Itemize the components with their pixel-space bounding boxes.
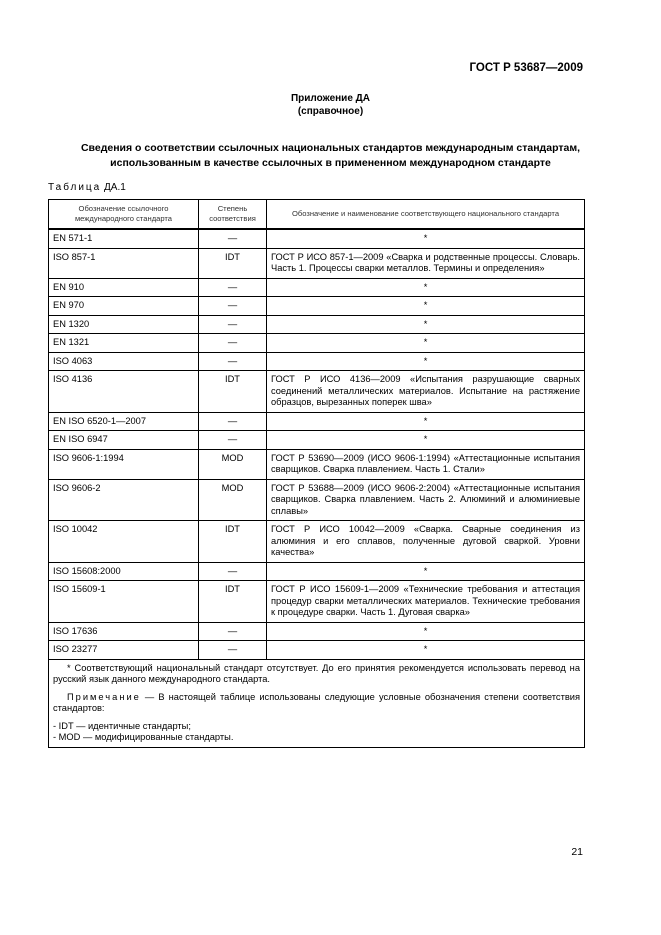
degree-cell: IDT xyxy=(199,371,267,413)
column-header-degree: Степень соответствия xyxy=(199,200,267,230)
table-row xyxy=(49,371,585,413)
degree-cell: IDT xyxy=(199,248,267,278)
table-row xyxy=(49,412,585,431)
reference-cell: ISO 9606-1:1994 xyxy=(49,449,199,479)
table-body xyxy=(49,229,585,659)
national-standard-cell: ГОСТ Р ИСО 857-1—2009 «Сварка и родственные процессы. Словарь. Часть 1. Процессы сварки металлов. Термины и определения» xyxy=(267,248,585,278)
degree-cell: — xyxy=(199,431,267,450)
degree-cell: IDT xyxy=(199,581,267,623)
national-standard-cell: ГОСТ Р ИСО 4136—2009 «Испытания разрушающие сварных соединений металлических материалов. Испытание на растяжение образцов, вырезанных поперек шва» xyxy=(267,371,585,413)
national-standard-cell: * xyxy=(267,352,585,371)
national-standard-cell: * xyxy=(267,622,585,641)
footnote: * Соответствующий национальный стандарт отсутствует. До его принятия рекомендуется использовать перевод на русский язык данного международного стандарта. xyxy=(53,662,580,684)
national-standard-cell: * xyxy=(267,278,585,297)
column-header-national: Обозначение и наименование соответствующего национального стандарта xyxy=(267,200,585,230)
degree-cell: — xyxy=(199,229,267,248)
table-caption-word: Таблица xyxy=(48,182,102,193)
annex-name: Приложение ДА xyxy=(290,93,371,104)
national-standard-cell: ГОСТ Р ИСО 15609-1—2009 «Технические требования и аттестация процедур сварки металлических материалов. Технические требования к процедуре сварки. Часть 1. Дуговая сварка» xyxy=(267,581,585,623)
reference-cell: EN 571-1 xyxy=(49,229,199,248)
page-number: 21 xyxy=(571,846,583,858)
note-text: — В настоящей таблице использованы следующие условные обозначения степени соответствия стандартов: xyxy=(53,691,580,713)
table-row xyxy=(49,315,585,334)
table-row xyxy=(49,248,585,278)
national-standard-cell: * xyxy=(267,229,585,248)
table-caption xyxy=(48,182,126,193)
reference-cell: ISO 23277 xyxy=(49,641,199,660)
national-standard-cell: * xyxy=(267,562,585,581)
table-row xyxy=(49,479,585,521)
annex-title xyxy=(0,92,661,118)
heading-line-2: использованным в качестве ссылочных в примененном международном стандарте xyxy=(110,157,551,169)
annex-type: (справочное) xyxy=(297,106,364,117)
note xyxy=(53,692,580,715)
table-header-row xyxy=(49,200,585,230)
degree-cell: — xyxy=(199,622,267,641)
table-row xyxy=(49,334,585,353)
table-row xyxy=(49,352,585,371)
degree-cell: — xyxy=(199,315,267,334)
degree-cell: MOD xyxy=(199,479,267,521)
table-row xyxy=(49,431,585,450)
national-standard-cell: * xyxy=(267,641,585,660)
note-label: Примечание xyxy=(67,691,141,702)
reference-cell: ISO 9606-2 xyxy=(49,479,199,521)
national-standard-cell: * xyxy=(267,412,585,431)
degree-cell: — xyxy=(199,352,267,371)
heading-line-1: Сведения о соответствии ссылочных национальных стандартов международным стандартам, xyxy=(80,142,581,154)
table-caption-number: ДА.1 xyxy=(104,182,126,193)
degree-cell: — xyxy=(199,334,267,353)
note-item-idt: - IDT — идентичные стандарты; xyxy=(53,720,191,731)
document-code: ГОСТ Р 53687—2009 xyxy=(469,62,583,74)
reference-cell: ISO 15608:2000 xyxy=(49,562,199,581)
degree-cell: — xyxy=(199,278,267,297)
degree-cell: — xyxy=(199,297,267,316)
section-heading xyxy=(48,141,613,171)
degree-cell: — xyxy=(199,641,267,660)
reference-cell: EN ISO 6947 xyxy=(49,431,199,450)
table-row xyxy=(49,229,585,248)
reference-cell: ISO 4063 xyxy=(49,352,199,371)
degree-cell: — xyxy=(199,412,267,431)
national-standard-cell: ГОСТ Р 53690—2009 (ИСО 9606-1:1994) «Аттестационные испытания сварщиков. Сварка плавлением. Часть 1. Стали» xyxy=(267,449,585,479)
reference-cell: ISO 17636 xyxy=(49,622,199,641)
national-standard-cell: * xyxy=(267,315,585,334)
note-item-mod: - MOD — модифицированные стандарты. xyxy=(53,732,234,742)
correspondence-table xyxy=(48,199,585,748)
national-standard-cell: ГОСТ Р ИСО 10042—2009 «Сварка. Сварные соединения из алюминия и его сплавов, полученные дуговой сваркой. Уровни качества» xyxy=(267,521,585,563)
reference-cell: EN ISO 6520-1—2007 xyxy=(49,412,199,431)
table-row xyxy=(49,641,585,660)
table-row xyxy=(49,521,585,563)
national-standard-cell: * xyxy=(267,431,585,450)
table-row xyxy=(49,581,585,623)
national-standard-cell: * xyxy=(267,297,585,316)
reference-cell: EN 1320 xyxy=(49,315,199,334)
national-standard-cell: * xyxy=(267,334,585,353)
degree-cell: — xyxy=(199,562,267,581)
reference-cell: EN 1321 xyxy=(49,334,199,353)
reference-cell: ISO 15609-1 xyxy=(49,581,199,623)
table-footer-row xyxy=(49,659,585,747)
table-row xyxy=(49,278,585,297)
reference-cell: EN 910 xyxy=(49,278,199,297)
column-header-reference: Обозначение ссылочного международного стандарта xyxy=(49,200,199,230)
reference-cell: ISO 857-1 xyxy=(49,248,199,278)
table-row xyxy=(49,562,585,581)
reference-cell: ISO 4136 xyxy=(49,371,199,413)
national-standard-cell: ГОСТ Р 53688—2009 (ИСО 9606-2:2004) «Аттестационные испытания сварщиков. Сварка плавлением. Часть 2. Алюминий и алюминиевые сплавы» xyxy=(267,479,585,521)
table-row xyxy=(49,297,585,316)
table-footer xyxy=(49,659,585,747)
degree-cell: MOD xyxy=(199,449,267,479)
table-row xyxy=(49,449,585,479)
reference-cell: ISO 10042 xyxy=(49,521,199,563)
table-row xyxy=(49,622,585,641)
degree-cell: IDT xyxy=(199,521,267,563)
reference-cell: EN 970 xyxy=(49,297,199,316)
